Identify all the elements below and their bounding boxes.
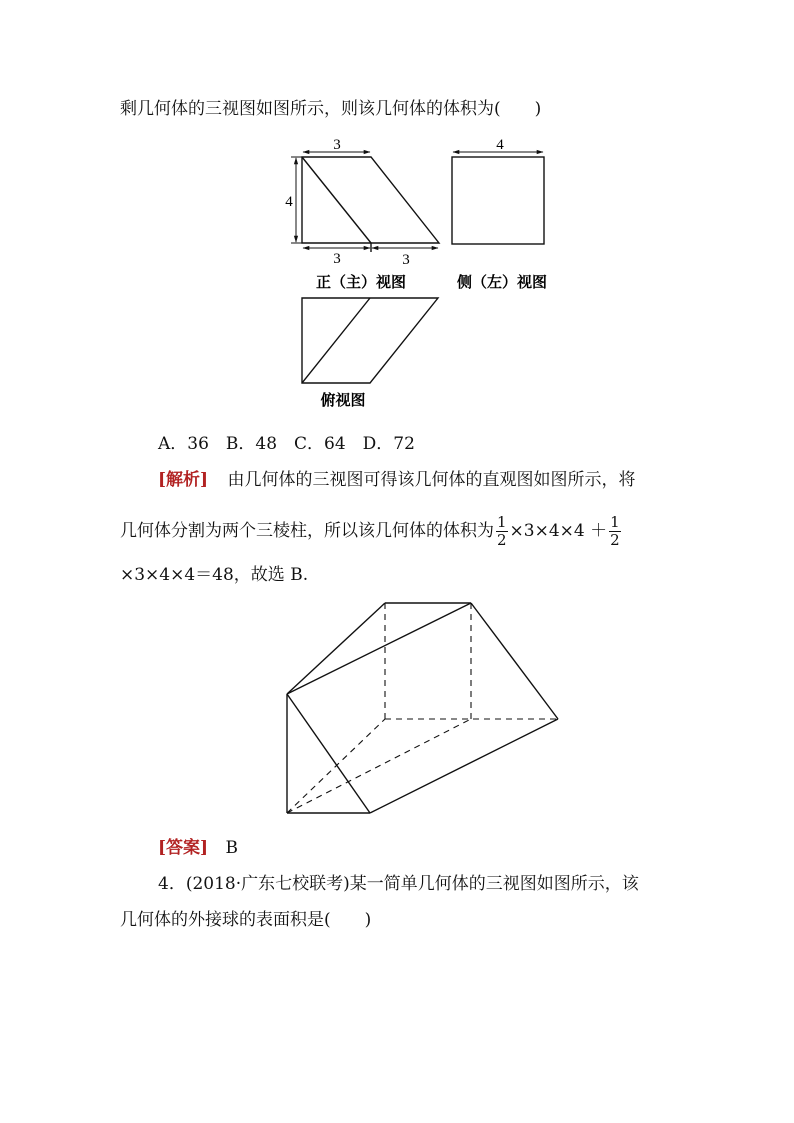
side-view bbox=[452, 157, 544, 244]
analysis-line-1 bbox=[158, 468, 636, 492]
analysis-text-1: 由几何体的三视图可得该几何体的直观图如图所示，将 bbox=[227, 470, 636, 490]
fraction-half-2: $\frac{1}{2}$ bbox=[610, 513, 620, 549]
dim-height: 4 bbox=[285, 194, 293, 210]
dim-top-front: 3 bbox=[333, 137, 341, 153]
front-view-caption: 正（主）视图 bbox=[315, 275, 407, 291]
front-view-dimensions bbox=[291, 152, 438, 248]
answer-options: A．36 B．48 C．64 D．72 bbox=[158, 434, 415, 454]
perspective-solid bbox=[287, 603, 558, 813]
answer-tag: [答案] bbox=[158, 838, 209, 858]
analysis-text-2-mid: ×3×4×4 ＋ bbox=[509, 521, 608, 541]
q4-line-1: 4．(2018·广东七校联考)某一简单几何体的三视图如图所示，该 bbox=[158, 874, 639, 894]
dim-bottom-right: 3 bbox=[402, 252, 410, 268]
dim-bottom-left: 3 bbox=[333, 251, 341, 267]
perspective-hidden-edges bbox=[287, 603, 558, 813]
side-view-caption: 侧（左）视图 bbox=[456, 275, 548, 291]
dim-side: 4 bbox=[496, 137, 504, 153]
question-intro: 剩几何体的三视图如图所示，则该几何体的体积为( ) bbox=[120, 99, 542, 119]
top-view bbox=[302, 298, 438, 383]
front-view bbox=[302, 157, 439, 252]
fraction-half-1: $\frac{1}{2}$ bbox=[497, 513, 507, 549]
answer-line bbox=[158, 836, 238, 860]
analysis-line-3: ×3×4×4＝48，故选 B. bbox=[120, 565, 309, 585]
top-view-caption: 俯视图 bbox=[320, 393, 366, 409]
analysis-tag: [解析] bbox=[158, 470, 209, 490]
q4-line-2: 几何体的外接球的表面积是( ) bbox=[120, 910, 372, 930]
analysis-text-2: 几何体分割为两个三棱柱，所以该几何体的体积为 bbox=[120, 521, 494, 541]
analysis-line-2 bbox=[120, 514, 623, 549]
answer-value: B bbox=[225, 838, 238, 858]
